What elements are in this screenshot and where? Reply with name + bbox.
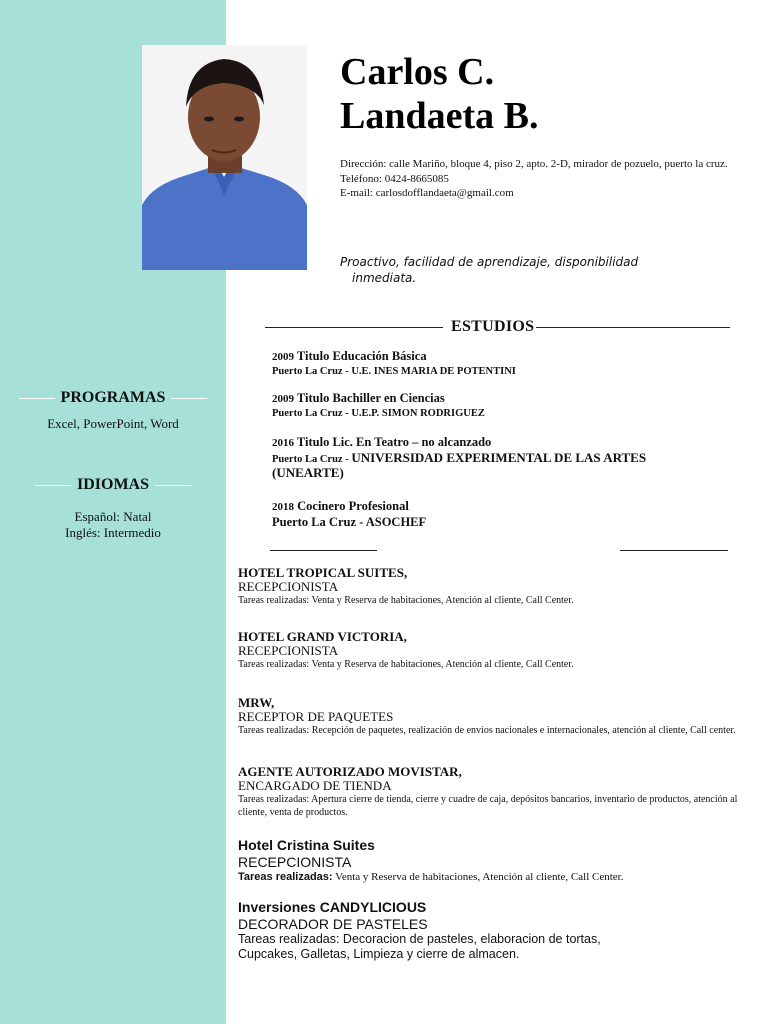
email-text: E-mail: carlosdofflandaeta@gmail.com	[340, 187, 514, 199]
studies-heading	[265, 318, 730, 336]
study-place: Puerto La Cruz -	[272, 366, 352, 377]
study-place: Puerto La Cruz -	[272, 515, 366, 529]
study-institution: U.E.P. SIMON RODRIGUEZ	[351, 408, 485, 419]
profile-photo	[142, 45, 307, 270]
study-institution: U.E. INES MARIA DE POTENTINI	[351, 366, 516, 377]
languages-title: IDIOMAS	[76, 476, 149, 493]
study-institution: UNIVERSIDAD EXPERIMENTAL DE LAS ARTES	[351, 450, 647, 465]
language-spanish: Español: Natal	[74, 509, 152, 524]
divider	[19, 398, 55, 399]
study-item	[272, 349, 712, 378]
job-tasks-line2: Cupcakes, Galletas, Limpieza y cierre de almacen.	[238, 947, 520, 961]
languages-heading	[0, 476, 226, 494]
job-company: MRW	[238, 695, 272, 710]
job-tasks-label: Tareas realizadas:	[238, 871, 333, 883]
divider	[536, 327, 730, 328]
experience-item: HOTEL GRAND VICTORIA, RECEPCIONISTA Tareas realizadas: Venta y Reserva de habitaciones, Atención al cliente, Call Center.	[238, 629, 738, 671]
study-title: Cocinero Profesional	[297, 499, 409, 513]
job-tasks: Tareas realizadas: Venta y Reserva de habitaciones, Atención al cliente, Call Center.	[238, 659, 574, 670]
experience-item: AGENTE AUTORIZADO MOVISTAR, ENCARGADO DE TIENDA Tareas realizadas: Apertura cierre de tienda, cierre y cuadre de caja, depósitos bancarios, inventario de productos, atención al cliente, venta de productos.	[238, 764, 738, 818]
address-text: Dirección: calle Mariño, bloque 4, piso 2, apto. 2-D, mirador de pozuelo, puerto la cruz.	[340, 158, 728, 170]
job-company: AGENTE AUTORIZADO MOVISTAR	[238, 764, 459, 779]
job-role: DECORADOR DE PASTELES	[238, 916, 428, 932]
divider	[265, 327, 443, 328]
name-line-1: Carlos C.	[340, 51, 495, 93]
study-title: Titulo Bachiller en Ciencias	[296, 391, 445, 405]
study-title: Titulo Educación Básica	[296, 349, 427, 363]
job-tasks: Tareas realizadas: Decoracion de pasteles, elaboracion de tortas,	[238, 932, 601, 946]
experience-item: MRW, RECEPTOR DE PAQUETES Tareas realizadas: Recepción de paquetes, realización de envíos nacionales e internacionales, atención al cliente, Call center.	[238, 695, 738, 737]
divider	[620, 550, 728, 551]
profile-line-1: Proactivo, facilidad de aprendizaje, disponibilidad	[340, 255, 639, 269]
job-tasks: Tareas realizadas: Apertura cierre de tienda, cierre y cuadre de caja, depósitos bancarios, inventario de productos, atención al cliente, venta de productos.	[238, 794, 738, 818]
job-tasks: Tareas realizadas: Venta y Reserva de habitaciones, Atención al cliente, Call Center.	[238, 595, 574, 606]
job-role: RECEPTOR DE PAQUETES	[238, 709, 394, 724]
divider	[270, 550, 377, 551]
study-item	[272, 499, 712, 530]
job-company: Inversiones CANDYLICIOUS	[238, 899, 427, 915]
experience-item	[238, 837, 738, 885]
study-institution: ASOCHEF	[365, 515, 427, 529]
studies-title: ESTUDIOS	[451, 318, 535, 335]
name-line-2: Landaeta B.	[340, 95, 539, 137]
job-role: RECEPCIONISTA	[238, 854, 352, 870]
phone-text: Teléfono: 0424-8665085	[340, 172, 449, 185]
job-tasks: Tareas realizadas: Recepción de paquetes, realización de envíos nacionales e internacionales, atención al cliente, Call center.	[238, 725, 736, 736]
divider	[35, 485, 71, 486]
programs-heading	[0, 389, 226, 407]
profile-summary	[340, 254, 670, 286]
job-company: Hotel Cristina Suites	[238, 837, 375, 853]
job-role: RECEPCIONISTA	[238, 579, 339, 594]
experience-item: HOTEL TROPICAL SUITES, RECEPCIONISTA Tareas realizadas: Venta y Reserva de habitaciones, Atención al cliente, Call Center.	[238, 565, 738, 607]
study-year: 2009	[272, 393, 294, 405]
job-company: HOTEL TROPICAL SUITES	[238, 565, 404, 580]
study-title: Titulo Lic. En Teatro – no alcanzado	[296, 435, 492, 449]
contact-info	[340, 157, 740, 201]
experience-item	[238, 899, 738, 962]
study-item	[272, 391, 712, 420]
job-company: HOTEL GRAND VICTORIA	[238, 629, 404, 644]
programs-title: PROGRAMAS	[60, 389, 166, 406]
divider	[171, 398, 207, 399]
study-item	[272, 435, 712, 481]
study-place: Puerto La Cruz -	[272, 454, 352, 465]
job-tasks: Venta y Reserva de habitaciones, Atención al cliente, Call Center.	[332, 871, 624, 883]
study-place: Puerto La Cruz -	[272, 408, 352, 419]
study-year: 2009	[272, 351, 294, 363]
job-role: RECEPCIONISTA	[238, 643, 339, 658]
candidate-name	[340, 50, 538, 138]
study-year: 2016	[272, 437, 294, 449]
job-role: ENCARGADO DE TIENDA	[238, 778, 392, 793]
programs-text: Excel, PowerPoint, Word	[47, 416, 179, 431]
divider	[155, 485, 191, 486]
study-year: 2018	[272, 501, 294, 513]
profile-line-2: inmediata.	[352, 271, 417, 285]
language-english: Inglés: Intermedio	[65, 525, 161, 540]
study-institution-line2: (UNEARTE)	[272, 465, 344, 480]
